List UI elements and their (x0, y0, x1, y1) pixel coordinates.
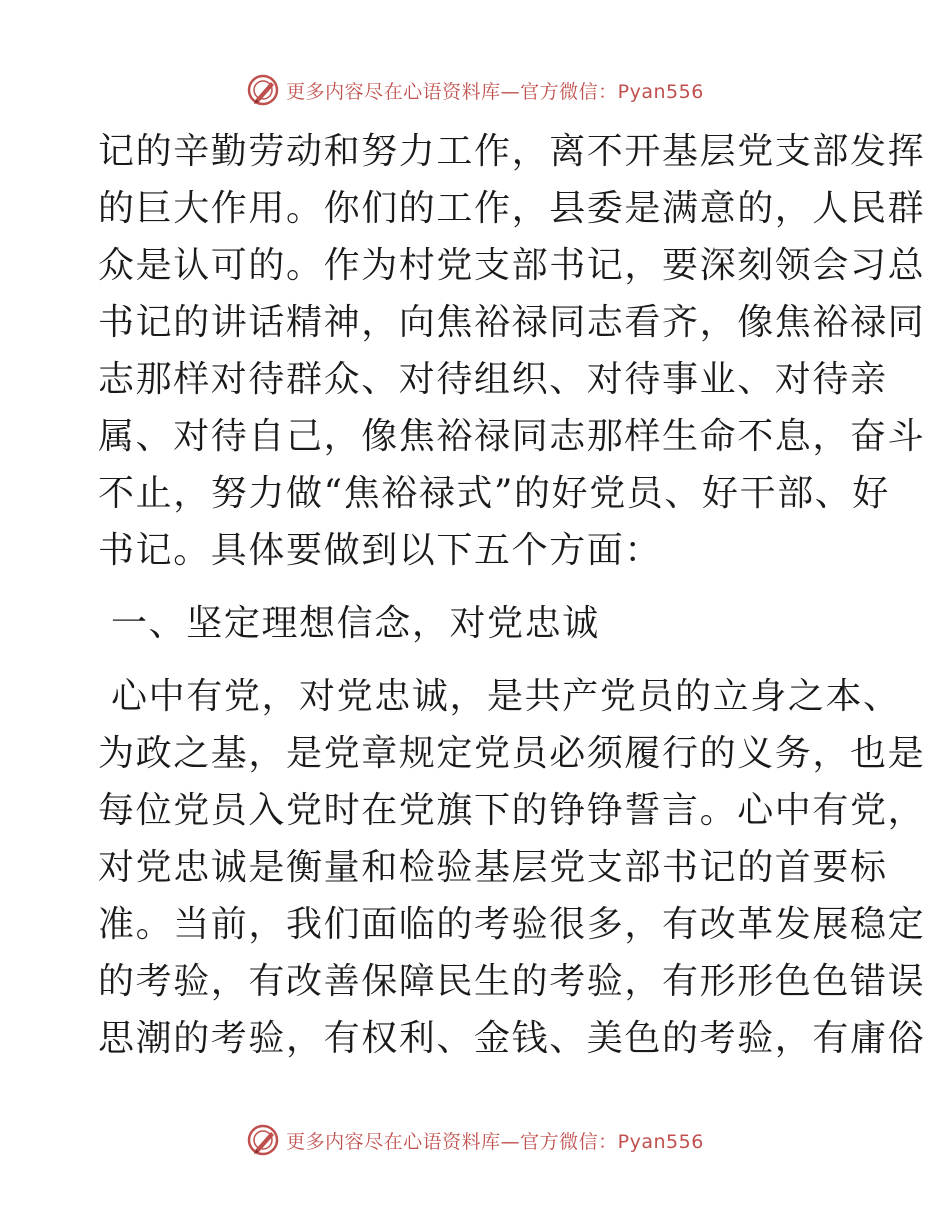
text-line: 为政之基，是党章规定党员必须履行的义务，也是 (98, 733, 926, 774)
pen-logo-icon (246, 1123, 280, 1157)
text-line: 属、对待自己，像焦裕禄同志那样生命不息，奋斗 (98, 416, 926, 457)
section-heading: 一、坚定理想信念，对党忠诚 (98, 603, 600, 644)
spacer (98, 579, 858, 595)
text-line: 心中有党，对党忠诚，是共产党员的立身之本、 (98, 676, 901, 717)
text-line: 记的辛勤劳动和努力工作，离不开基层党支部发挥 (98, 131, 926, 172)
text-line: 众是认可的。作为村党支部书记，要深刻领会习总 (98, 245, 926, 286)
text-line: 不止，努力做“焦裕禄式”的好党员、好干部、好 (98, 473, 891, 514)
text-line: 每位党员入党时在党旗下的铮铮誓言。心中有党， (98, 790, 926, 831)
paragraph-2 (98, 668, 926, 1067)
text-line: 志那样对待群众、对待组织、对待事业、对待亲 (98, 359, 888, 400)
document-body (98, 123, 926, 1067)
text-line: 思潮的考验，有权利、金钱、美色的考验，有庸俗 (98, 1018, 926, 1059)
spacer (98, 652, 858, 668)
text-line: 书记。具体要做到以下五个方面： (98, 530, 663, 571)
text-line: 书记的讲话精神，向焦裕禄同志看齐，像焦裕禄同 (98, 302, 926, 343)
text-line: 准。当前，我们面临的考验很多，有改革发展稳定 (98, 904, 926, 945)
header-brand[interactable] (246, 73, 704, 107)
pen-logo-icon (246, 73, 280, 107)
text-line: 的巨大作用。你们的工作，县委是满意的，人民群 (98, 188, 926, 229)
page-footer (0, 1120, 950, 1160)
text-line: 对党忠诚是衡量和检验基层党支部书记的首要标 (98, 847, 888, 888)
header-brand-text: 更多内容尽在心语资料库—官方微信：Pyan556 (286, 80, 704, 103)
footer-brand[interactable] (246, 1123, 704, 1157)
footer-brand-text: 更多内容尽在心语资料库—官方微信：Pyan556 (286, 1130, 704, 1153)
paragraph-1 (98, 123, 926, 579)
text-line: 的考验，有改善保障民生的考验，有形形色色错误 (98, 961, 926, 1002)
page-header (0, 70, 950, 110)
